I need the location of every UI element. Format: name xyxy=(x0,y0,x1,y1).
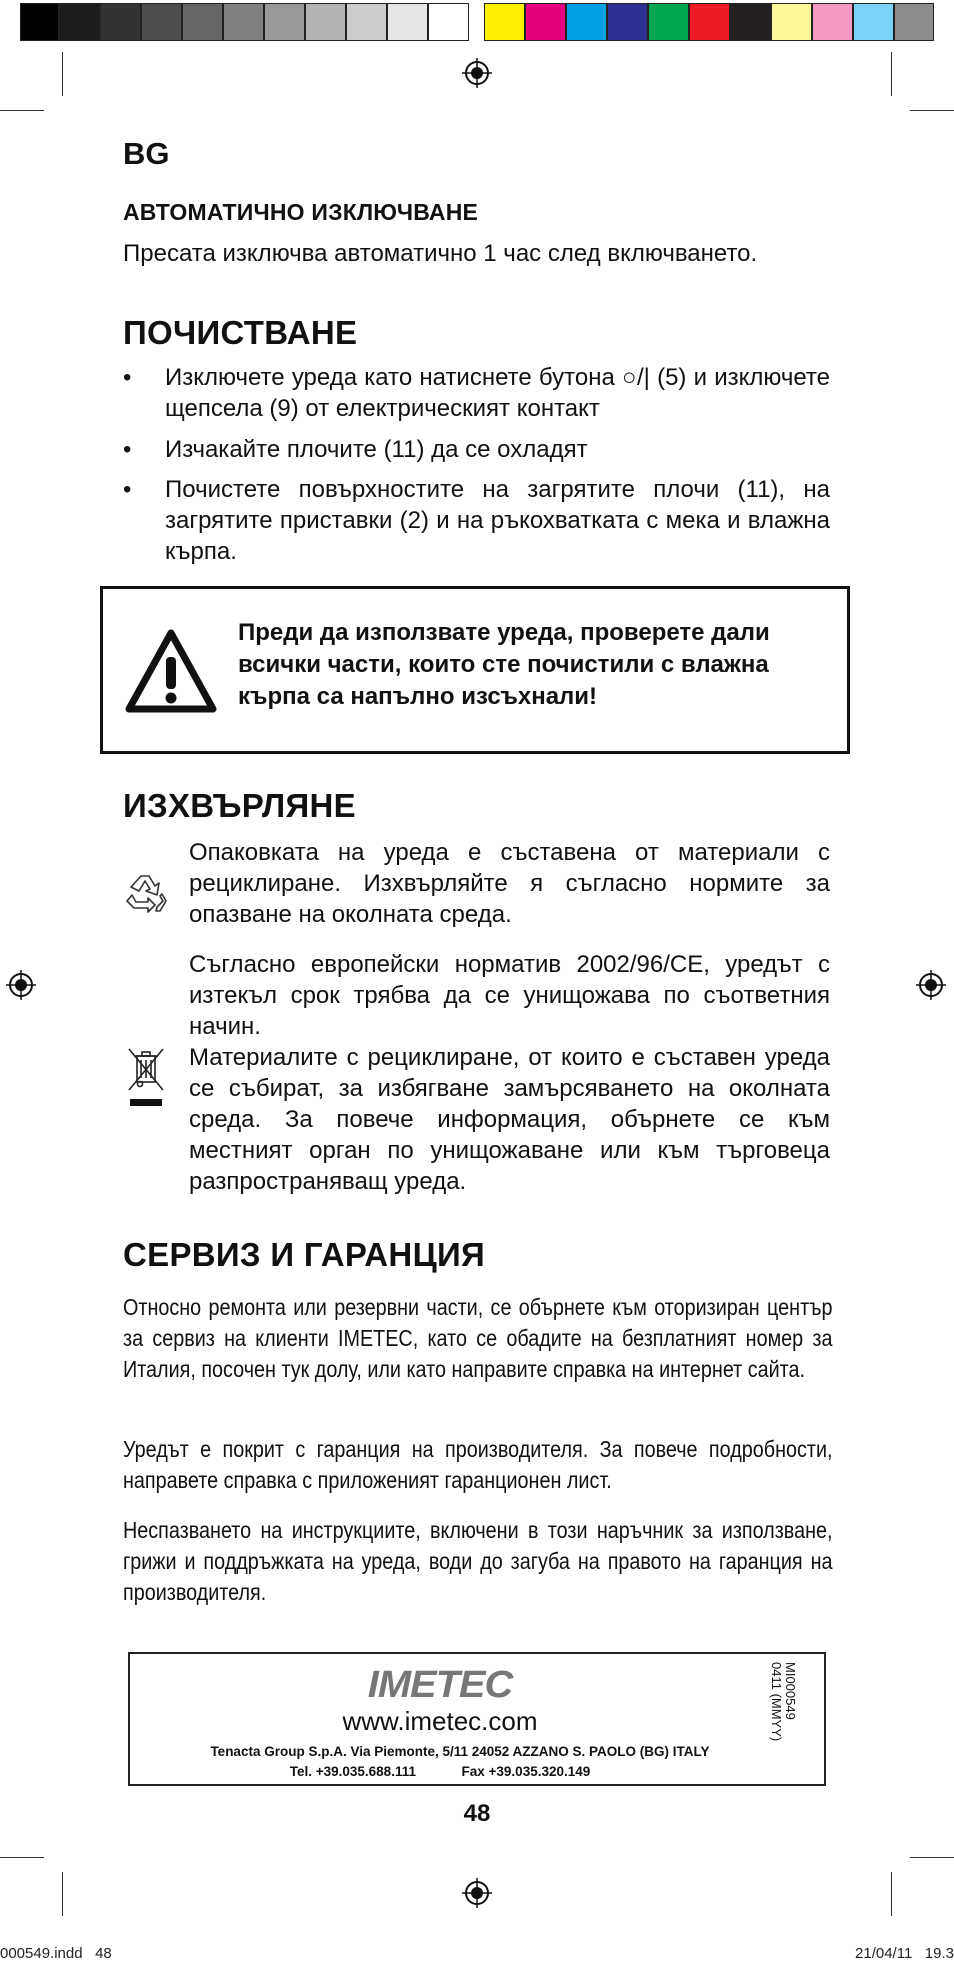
swatch-gray-8 xyxy=(346,3,387,41)
registration-mark-icon xyxy=(916,970,946,1000)
service-paragraph-1: Относно ремонта или резервни части, се обърнете към оторизиран център за сервиз на клиенти IMETEC, като се обадите на безплатният номер за Италия, посочен тук долу, или като направите справка на интернет сайта. xyxy=(123,1294,833,1382)
swatch-gray-1 xyxy=(59,3,100,41)
cleaning-item-1: Изключете уреда като натиснете бутона ○/| (5) и изключете щепсела (9) от електрическият контакт xyxy=(165,364,830,422)
page-number: 48 xyxy=(463,1800,491,1827)
code-block xyxy=(769,1662,820,1780)
bullet-icon: • xyxy=(123,476,132,503)
phone-number: Tel. +39.035.688.111 xyxy=(289,1764,416,1779)
website-link[interactable]: www.imetec.com xyxy=(342,1706,538,1736)
crossed-bin-icon xyxy=(126,1046,166,1108)
swatch-cyan xyxy=(566,3,607,41)
swatch-gray-0 xyxy=(20,3,59,41)
swatch-yellow xyxy=(484,3,525,41)
swatch-green xyxy=(648,3,689,41)
registration-mark-icon xyxy=(462,58,492,88)
warning-triangle-icon xyxy=(123,627,219,715)
slug-date-info: 21/04/11 19.3 xyxy=(855,1945,954,1962)
slug-file-info: 000549.indd 48 xyxy=(0,1945,112,1962)
cleaning-item-3: Почистете повърхностите на загрятите плочи (11), на загрятите приставки (2) и на ръкохватката с мека и влажна кърпа. xyxy=(165,476,830,565)
service-paragraph-3: Неспазването на инструкциите, включени в този наръчник за използване, грижи и поддръжката на уреда, води до загуба на правото на гаранция на производителя. xyxy=(123,1517,833,1605)
service-title: СЕРВИЗ И ГАРАНЦИЯ xyxy=(123,1236,486,1273)
crop-mark xyxy=(0,110,44,111)
recycle-icon xyxy=(122,868,172,918)
crop-mark xyxy=(891,1872,892,1916)
swatch-gray-5 xyxy=(223,3,264,41)
registration-mark-icon xyxy=(462,1878,492,1908)
bullet-icon: • xyxy=(123,364,132,391)
auto-off-text: Пресата изключва автоматично 1 час след включването. xyxy=(123,240,758,267)
imetec-logo: IMETEC xyxy=(367,1664,513,1706)
date-code: 0411 (MMYY) xyxy=(769,1662,784,1742)
registration-mark-icon xyxy=(6,970,36,1000)
swatch-gray-3 xyxy=(141,3,182,41)
swatch-red xyxy=(689,3,730,41)
contact-line xyxy=(130,1764,750,1779)
service-paragraph-2: Уредът е покрит с гаранция на производителя. За повече подробности, направете справка с приложеният гаранционен лист. xyxy=(123,1436,833,1493)
auto-off-title: АВТОМАТИЧНО ИЗКЛЮЧВАНЕ xyxy=(123,199,479,225)
swatch-light-cyan xyxy=(853,3,894,41)
swatch-black xyxy=(730,3,771,41)
crop-mark xyxy=(62,1872,63,1916)
warning-box xyxy=(100,586,850,754)
warning-text: Преди да използвате уреда, проверете дали всички части, които сте почистили с влажна кърпа са напълно изсъхнали! xyxy=(238,619,770,710)
disposal-packaging-text: Опаковката на уреда е съставена от материали с рециклиране. Изхвърляйте я съгласно нормите за опазване на околната среда. xyxy=(189,839,830,928)
document-code: MI000549 xyxy=(783,1662,798,1720)
disposal-weee-text-1: Съгласно европейски норматив 2002/96/CE, уредът с изтекъл срок трябва да се унищожава по съответния начин. xyxy=(189,951,830,1040)
swatch-gray-4 xyxy=(182,3,223,41)
swatch-blue xyxy=(607,3,648,41)
swatch-light-yellow xyxy=(771,3,812,41)
disposal-weee-text-2: Материалите с рециклиране, от които е съставен уреда се събират, за избягване замърсяването на околната среда. За повече информация, обърнете се към местният орган по унищожаване или към търговеца разпространяващ уреда. xyxy=(189,1044,830,1195)
disposal-title: ИЗХВЪРЛЯНЕ xyxy=(123,787,356,824)
swatch-gray-2 xyxy=(100,3,141,41)
crop-mark xyxy=(62,52,63,96)
manufacturer-footer xyxy=(128,1652,826,1786)
list-item xyxy=(123,474,830,567)
swatch-gray-6 xyxy=(264,3,305,41)
swatch-gray-end xyxy=(894,3,934,41)
crop-mark xyxy=(910,1857,954,1858)
cleaning-item-2: Изчакайте плочите (11) да се охладят xyxy=(165,436,588,463)
cleaning-title: ПОЧИСТВАНЕ xyxy=(123,314,358,351)
list-item xyxy=(123,434,830,465)
swatch-gray-9 xyxy=(387,3,428,41)
swatch-magenta xyxy=(525,3,566,41)
crop-mark xyxy=(910,110,954,111)
language-code: BG xyxy=(123,136,170,171)
list-item xyxy=(123,362,830,424)
crop-mark xyxy=(891,52,892,96)
swatch-pink xyxy=(812,3,853,41)
swatch-gray-10 xyxy=(428,3,469,41)
manufacturer-address: Tenacta Group S.p.A. Via Piemonte, 5/11 24052 AZZANO S. PAOLO (BG) ITALY xyxy=(210,1744,710,1759)
swatch-gray-7 xyxy=(305,3,346,41)
bullet-icon: • xyxy=(123,436,132,463)
crop-mark xyxy=(0,1857,44,1858)
fax-number: Fax +39.035.320.149 xyxy=(461,1764,591,1779)
